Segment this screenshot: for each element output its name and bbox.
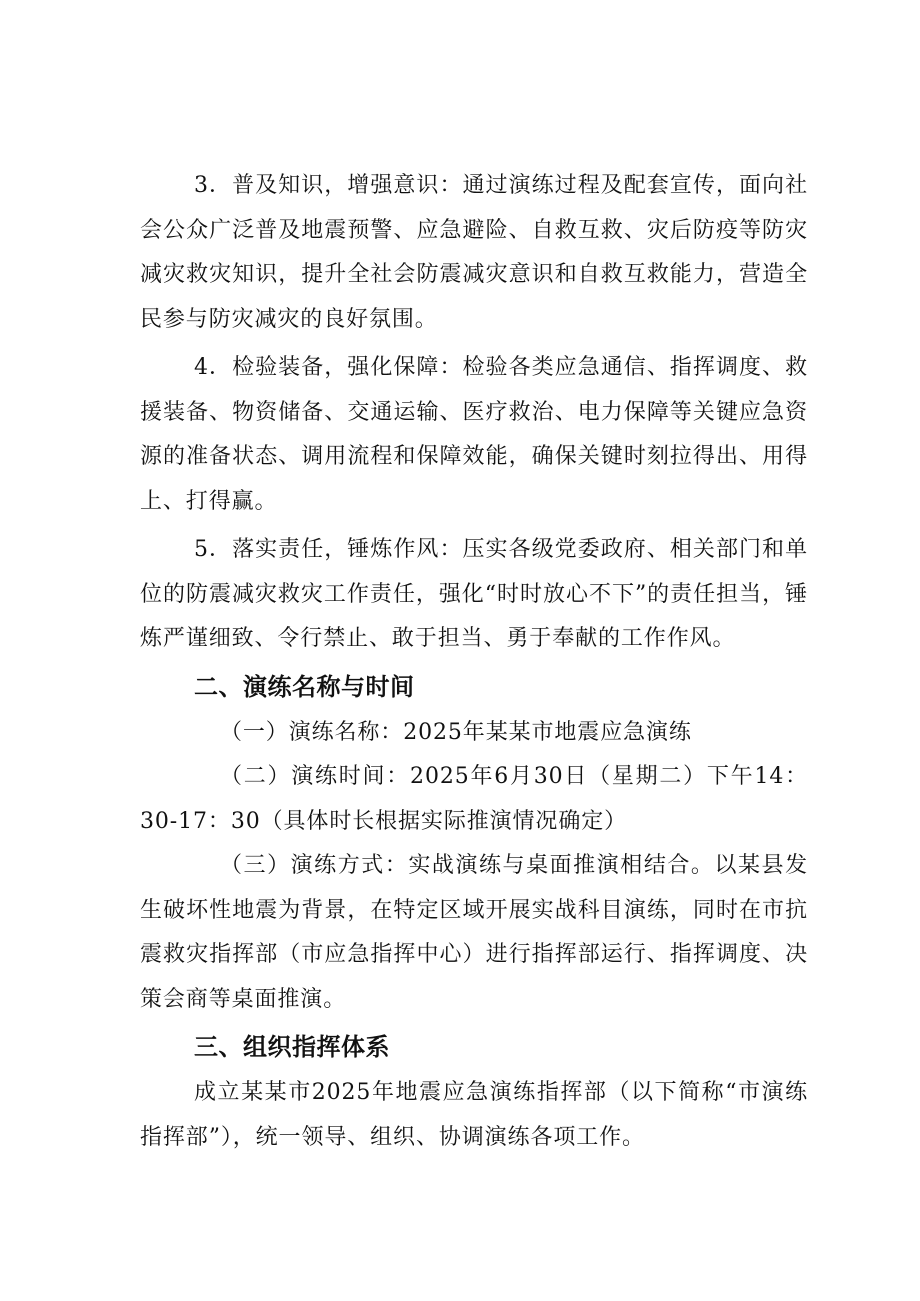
- paragraph-objective-3: 3．普及知识，增强意识：通过演练过程及配套宣传，面向社会公众广泛普及地震预警、应急避险、自救互救、灾后防疫等防灾减灾救灾知识，提升全社会防震减灾意识和自救互救能力，营造全民参与防灾减灾的良好氛围。: [140, 173, 808, 332]
- paragraph-command-setup: 成立某某市2025年地震应急演练指挥部（以下简称“市演练指挥部”），统一领导、组织、协调演练各项工作。: [140, 1080, 808, 1150]
- section-heading-command-system: 三、组织指挥体系: [194, 1033, 390, 1061]
- item-drill-time: （二）演练时间：2025年6月30日（星期二）下午14：30-17：30（具体时长根据实际推演情况确定）: [140, 764, 808, 834]
- paragraph-objective-5: 5．落实责任，锤炼作风：压实各级党委政府、相关部门和单位的防震减灾救灾工作责任，强化“时时放心不下”的责任担当，锤炼严谨细致、令行禁止、敢于担当、勇于奉献的工作作风。: [140, 537, 808, 651]
- item-drill-mode: （三）演练方式：实战演练与桌面推演相结合。以某县发生破坏性地震为背景，在特定区域开展实战科目演练，同时在市抗震救灾指挥部（市应急指挥中心）进行指挥部运行、指挥调度、决策会商等桌面推演。: [140, 853, 808, 1012]
- paragraph-objective-4: 4．检验装备，强化保障：检验各类应急通信、指挥调度、救援装备、物资储备、交通运输、医疗救治、电力保障等关键应急资源的准备状态、调用流程和保障效能，确保关键时刻拉得出、用得上、打得赢。: [140, 355, 808, 514]
- item-drill-name: （一）演练名称：2025年某某市地震应急演练: [220, 719, 692, 745]
- section-heading-drill-name-time: 二、演练名称与时间: [194, 672, 415, 701]
